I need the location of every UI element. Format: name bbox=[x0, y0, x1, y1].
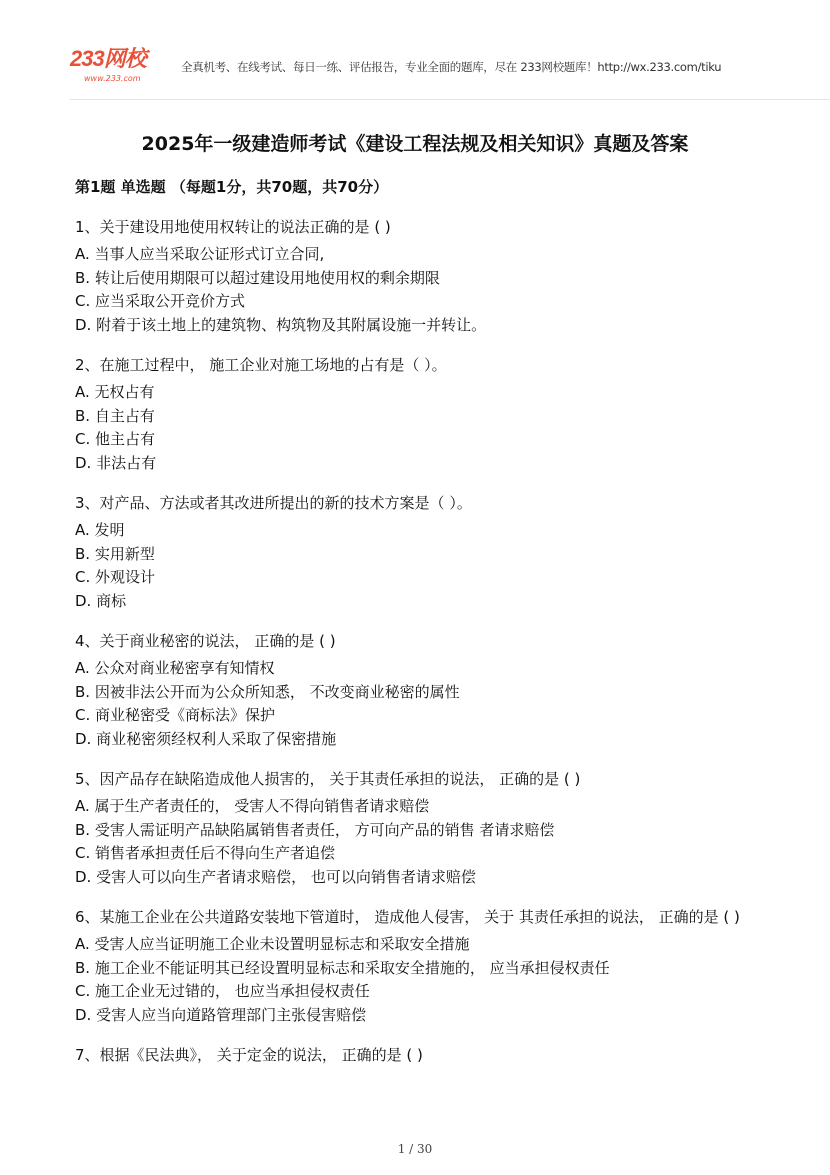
question bbox=[75, 630, 775, 751]
answer-option: C. 商业秘密受《商标法》保护 bbox=[75, 706, 276, 724]
answer-option: A. 当事人应当采取公证形式订立合同, bbox=[75, 245, 325, 263]
question bbox=[75, 906, 775, 1027]
question bbox=[75, 492, 775, 613]
question-text: 7、根据《民法典》， 关于定金的说法， 正确的是 ( ) bbox=[75, 1046, 423, 1064]
answer-option: B. 施工企业不能证明其已经设置明显标志和采取安全措施的， 应当承担侵权责任 bbox=[75, 958, 610, 977]
header-slogan: 全真机考、在线考试、每日一练、评估报告，专业全面的题库，尽在 233网校题库！http://wx.233.com/tiku bbox=[181, 60, 722, 74]
question bbox=[75, 1044, 775, 1068]
question bbox=[75, 216, 775, 337]
logo: 233网校 bbox=[70, 46, 146, 71]
answer-option: C. 他主占有 bbox=[75, 430, 156, 448]
answer-option: C. 销售者承担责任后不得向生产者追偿 bbox=[75, 844, 336, 862]
answer-option: A. 无权占有 bbox=[75, 383, 155, 401]
question-text: 1、关于建设用地使用权转让的说法正确的是 ( ) bbox=[75, 218, 391, 236]
answer-option: D. 附着于该土地上的建筑物、构筑物及其附属设施一并转让。 bbox=[75, 315, 487, 334]
logo-subtitle: www.233.com bbox=[84, 74, 141, 83]
answer-option: D. 非法占有 bbox=[75, 453, 157, 472]
answer-option: A. 发明 bbox=[75, 521, 125, 539]
answer-option: D. 受害人可以向生产者请求赔偿， 也可以向销售者请求赔偿 bbox=[75, 867, 476, 886]
answer-option: D. 受害人应当向道路管理部门主张侵害赔偿 bbox=[75, 1005, 367, 1024]
answer-option: B. 受害人需证明产品缺陷属销售者责任， 方可向产品的销售 者请求赔偿 bbox=[75, 820, 555, 839]
question-text: 5、因产品存在缺陷造成他人损害的， 关于其责任承担的说法， 正确的是 ( ) bbox=[75, 770, 581, 788]
answer-option: A. 受害人应当证明施工企业未设置明显标志和采取安全措施 bbox=[75, 935, 470, 953]
question-text: 6、某施工企业在公共道路安装地下管道时， 造成他人侵害， 关于 其责任承担的说法， 正确的是 ( ) bbox=[75, 908, 740, 926]
page-number: 1 / 30 bbox=[397, 1142, 433, 1156]
question bbox=[75, 354, 775, 475]
answer-option: A. 属于生产者责任的， 受害人不得向销售者请求赔偿 bbox=[75, 797, 430, 815]
answer-option: C. 应当采取公开竞价方式 bbox=[75, 292, 246, 310]
answer-option: D. 商标 bbox=[75, 591, 127, 610]
question bbox=[75, 768, 775, 889]
header-divider bbox=[70, 99, 830, 100]
question-text: 4、关于商业秘密的说法， 正确的是 ( ) bbox=[75, 632, 336, 650]
question-text: 3、对产品、方法或者其改进所提出的新的技术方案是（ ）。 bbox=[75, 494, 472, 512]
answer-option: B. 实用新型 bbox=[75, 544, 155, 563]
question-text: 2、在施工过程中， 施工企业对施工场地的占有是（ ）。 bbox=[75, 356, 447, 374]
answer-option: B. 转让后使用期限可以超过建设用地使用权的剩余期限 bbox=[75, 268, 440, 287]
answer-option: C. 外观设计 bbox=[75, 568, 156, 586]
answer-option: C. 施工企业无过错的， 也应当承担侵权责任 bbox=[75, 982, 370, 1000]
answer-option: B. 自主占有 bbox=[75, 406, 155, 425]
page-header bbox=[0, 40, 830, 100]
answer-option: A. 公众对商业秘密享有知情权 bbox=[75, 659, 275, 677]
answer-option: D. 商业秘密须经权利人采取了保密措施 bbox=[75, 729, 337, 748]
question-list bbox=[75, 216, 775, 1085]
section-heading: 第1题 单选题 （每题1分，共70题，共70分） bbox=[75, 178, 389, 196]
answer-option: B. 因被非法公开而为公众所知悉， 不改变商业秘密的属性 bbox=[75, 682, 460, 701]
document-title: 2025年一级建造师考试《建设工程法规及相关知识》真题及答案 bbox=[141, 133, 689, 155]
